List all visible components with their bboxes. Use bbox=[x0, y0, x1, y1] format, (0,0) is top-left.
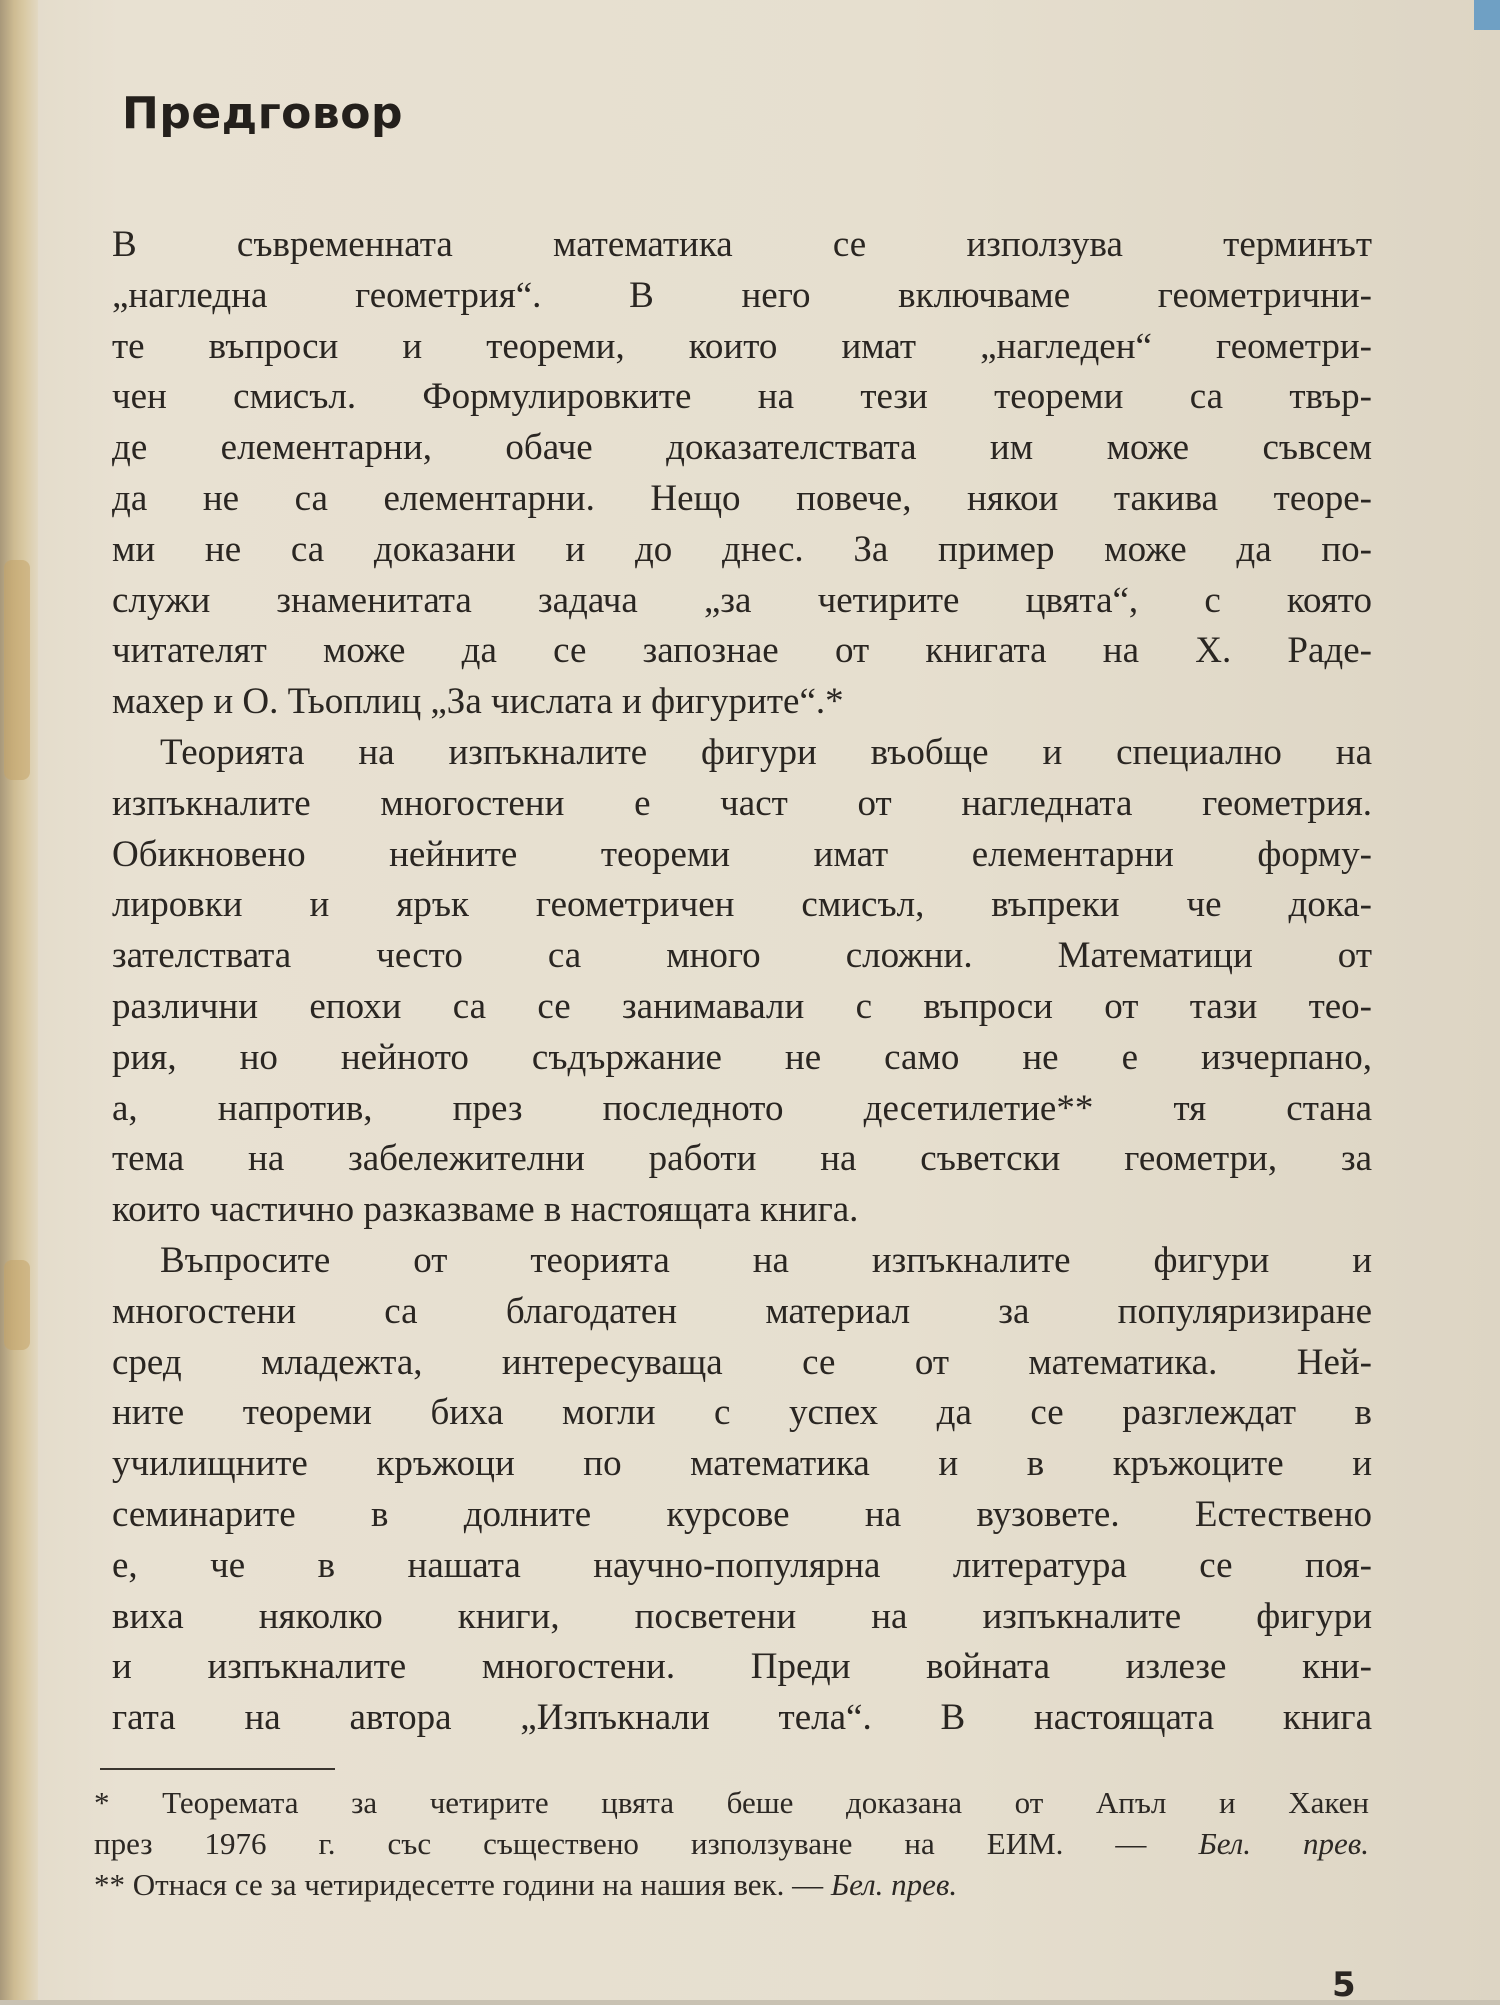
text-line: училищните кръжоци по математика и в кръжоците и bbox=[112, 1443, 1372, 1485]
paragraph-2 bbox=[112, 728, 1372, 1236]
text-line: чен смисъл. Формулировките на тези теореми са твър- bbox=[112, 376, 1372, 418]
translator-note: Бел. прев. bbox=[1198, 1826, 1369, 1861]
text-line: многостени са благодатен материал за популяризиране bbox=[112, 1290, 1372, 1332]
background-corner bbox=[1474, 0, 1500, 30]
footnotes bbox=[94, 1782, 1369, 1905]
text-line: махер и О. Тьоплиц „За числата и фигурите“.* bbox=[112, 681, 844, 723]
text-line: Въпросите от теорията на изпъкналите фигури и bbox=[160, 1239, 1372, 1281]
text-line: и изпъкналите многостени. Преди войната излезе кни- bbox=[112, 1646, 1372, 1688]
paragraph-1 bbox=[112, 220, 1372, 728]
footnote-2-text: ** Отнася се за четиридесетте години на нашия век. — bbox=[94, 1867, 824, 1902]
text-line: семинарите в долните курсове на вузовете. Естествено bbox=[112, 1493, 1372, 1535]
text-line: те въпроси и теореми, които имат „нагледен“ геометри- bbox=[112, 325, 1372, 367]
text-line: е, че в нашата научно-популярна литература се поя- bbox=[112, 1544, 1372, 1586]
footnote-1-text: през 1976 г. със съществено използуване на ЕИМ. — bbox=[94, 1826, 1147, 1861]
text-line: различни епохи са се занимавали с въпроси от тази тео- bbox=[112, 985, 1372, 1027]
text-line: ните теореми биха могли с успех да се разглеждат в bbox=[112, 1392, 1372, 1434]
page bbox=[94, 60, 1390, 2005]
page-number: 5 bbox=[1332, 1965, 1356, 2005]
footnote-divider bbox=[100, 1768, 335, 1770]
text-line: да не са елементарни. Нещо повече, някои такива теоре- bbox=[112, 477, 1372, 519]
text-line: тема на забележителни работи на съветски геометри, за bbox=[112, 1138, 1372, 1180]
text-line: де елементарни, обаче доказателствата им може съвсем bbox=[112, 427, 1372, 469]
text-line: изпъкналите многостени е част от нагледната геометрия. bbox=[112, 782, 1372, 824]
text-line: рия, но нейното съдържание не само не е изчерпано, bbox=[112, 1036, 1372, 1078]
text-line: Обикновено нейните теореми имат елементарни форму- bbox=[112, 833, 1372, 875]
paragraph-3 bbox=[112, 1236, 1372, 1744]
text-line: ми не са доказани и до днес. За пример може да по- bbox=[112, 528, 1372, 570]
translator-note: Бел. прев. bbox=[830, 1867, 958, 1902]
text-line: а, напротив, през последното десетилетие** тя стана bbox=[112, 1087, 1372, 1129]
text-line: виха няколко книги, посветени на изпъкналите фигури bbox=[112, 1595, 1372, 1637]
text-line: които частично разказваме в настоящата книга. bbox=[112, 1189, 859, 1231]
text-line: В съвременната математика се използува терминът bbox=[112, 224, 1372, 265]
text-line: Теорията на изпъкналите фигури въобще и специално на bbox=[160, 731, 1372, 773]
footnote-2 bbox=[94, 1864, 1369, 1905]
text-line: сред младежта, интересуваща се от математика. Ней- bbox=[112, 1341, 1372, 1383]
text-line: гата на автора „Изпъкнали тела“. В настоящата книга bbox=[112, 1697, 1372, 1739]
page-heading: Предговор bbox=[122, 88, 403, 139]
text-line: лировки и ярък геометричен смисъл, въпреки че дока- bbox=[112, 884, 1372, 926]
footnote-1-line-2 bbox=[94, 1823, 1369, 1864]
footnote-1-line-1: * Теоремата за четирите цвята беше доказана от Апъл и Хакен bbox=[94, 1785, 1369, 1820]
text-line: читателят може да се запознае от книгата на Х. Раде- bbox=[112, 630, 1372, 672]
book-spine bbox=[0, 0, 38, 2000]
text-line: „нагледна геометрия“. В него включваме геометрични- bbox=[112, 274, 1372, 316]
text-line: служи знаменитата задача „за четирите цвята“, с която bbox=[112, 579, 1372, 621]
text-line: зателствата често са много сложни. Математици от bbox=[112, 935, 1372, 977]
body-text bbox=[112, 220, 1372, 1744]
